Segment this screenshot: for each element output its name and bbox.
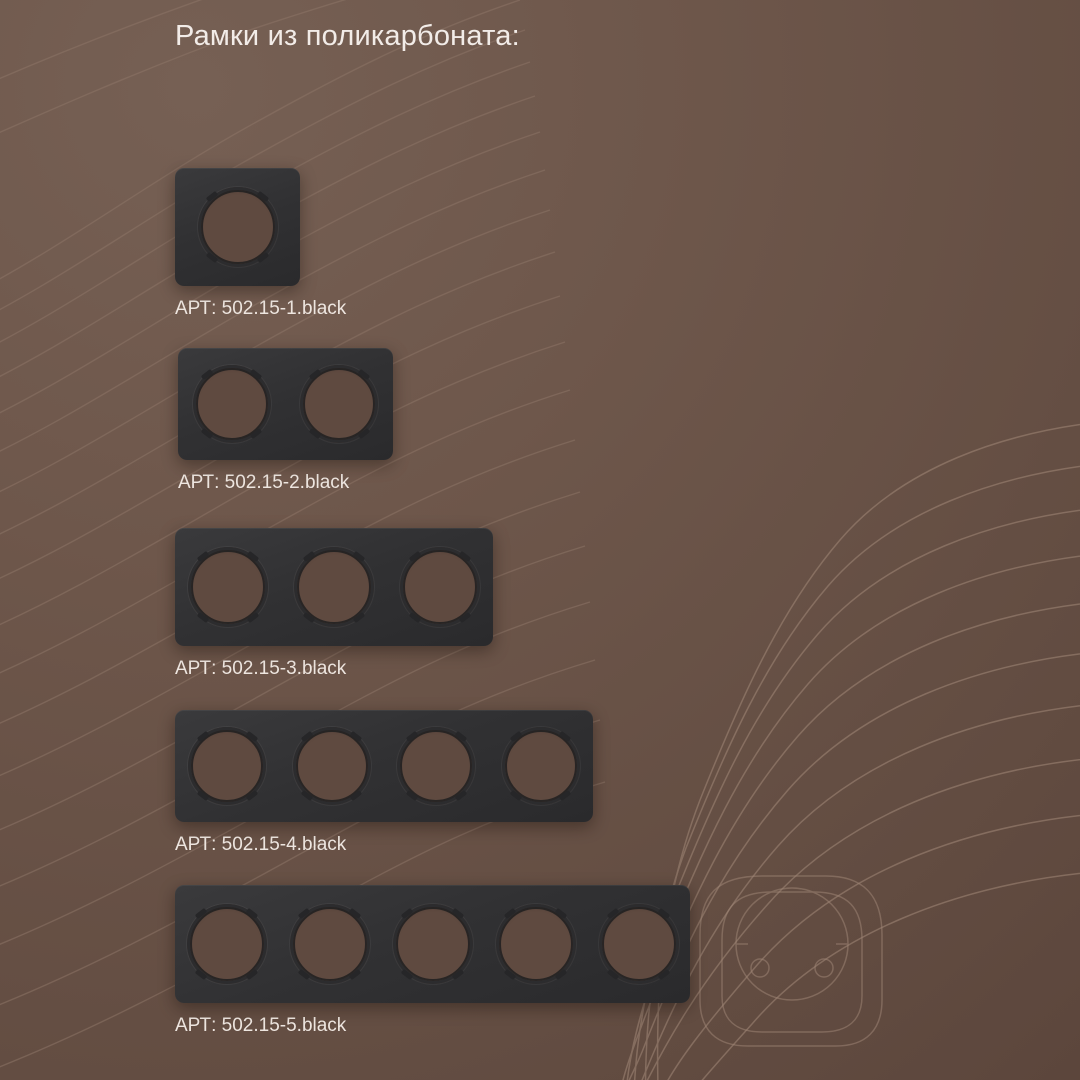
clip-tab-icon xyxy=(201,428,214,439)
frame-4-post[interactable] xyxy=(175,710,593,822)
clip-tab-icon xyxy=(298,969,311,980)
clip-tab-icon xyxy=(357,428,370,439)
clip-tab-icon xyxy=(607,908,620,919)
frame-hole xyxy=(198,187,278,267)
clip-tab-icon xyxy=(256,252,269,263)
clip-tab-icon xyxy=(459,551,472,562)
clip-tab-icon xyxy=(350,731,363,742)
clip-tab-icon xyxy=(195,969,208,980)
product-caption: АРТ: 502.15-3.black xyxy=(175,658,347,679)
frame-hole xyxy=(397,727,475,805)
frame-hole xyxy=(188,727,266,805)
clip-tab-icon xyxy=(451,969,464,980)
clip-tab-icon xyxy=(353,551,366,562)
frame-5-post[interactable] xyxy=(175,885,690,1003)
frame-hole xyxy=(496,904,576,984)
clip-tab-icon xyxy=(454,731,467,742)
clip-tab-icon xyxy=(406,731,419,742)
product-item-5 xyxy=(175,885,690,1037)
frame-3-post[interactable] xyxy=(175,528,493,646)
product-item-1 xyxy=(175,168,346,320)
clip-tab-icon xyxy=(607,969,620,980)
clip-tab-icon xyxy=(309,369,322,380)
clip-tab-icon xyxy=(309,428,322,439)
clip-tab-icon xyxy=(350,790,363,801)
clip-tab-icon xyxy=(454,790,467,801)
clip-tab-icon xyxy=(657,908,670,919)
clip-tab-icon xyxy=(247,551,260,562)
clip-tab-icon xyxy=(657,969,670,980)
frame-hole xyxy=(187,904,267,984)
clip-tab-icon xyxy=(301,731,314,742)
clip-tab-icon xyxy=(197,551,210,562)
clip-tab-icon xyxy=(195,908,208,919)
clip-tab-icon xyxy=(406,790,419,801)
frame-hole xyxy=(290,904,370,984)
clip-tab-icon xyxy=(554,969,567,980)
clip-tab-icon xyxy=(401,969,414,980)
clip-tab-icon xyxy=(401,908,414,919)
frame-hole xyxy=(293,727,371,805)
clip-tab-icon xyxy=(245,908,258,919)
clip-tab-icon xyxy=(357,369,370,380)
frame-hole xyxy=(294,547,374,627)
clip-tab-icon xyxy=(298,908,311,919)
frame-1-post[interactable] xyxy=(175,168,300,286)
clip-tab-icon xyxy=(206,191,219,202)
clip-tab-icon xyxy=(197,612,210,623)
clip-tab-icon xyxy=(510,731,523,742)
product-caption: АРТ: 502.15-1.black xyxy=(175,298,347,319)
clip-tab-icon xyxy=(245,969,258,980)
frame-hole xyxy=(188,547,268,627)
clip-tab-icon xyxy=(197,731,210,742)
clip-tab-icon xyxy=(459,612,472,623)
product-item-4 xyxy=(175,710,593,856)
product-item-3 xyxy=(175,528,493,680)
clip-tab-icon xyxy=(256,191,269,202)
clip-tab-icon xyxy=(197,790,210,801)
clip-tab-icon xyxy=(554,908,567,919)
clip-tab-icon xyxy=(245,731,258,742)
clip-tab-icon xyxy=(559,731,572,742)
product-item-2 xyxy=(178,348,393,494)
clip-tab-icon xyxy=(348,969,361,980)
frame-2-post[interactable] xyxy=(178,348,393,460)
clip-tab-icon xyxy=(250,369,263,380)
clip-tab-icon xyxy=(409,551,422,562)
clip-tab-icon xyxy=(245,790,258,801)
clip-tab-icon xyxy=(504,908,517,919)
product-caption: АРТ: 502.15-5.black xyxy=(175,1015,347,1036)
clip-tab-icon xyxy=(409,612,422,623)
frame-hole xyxy=(393,904,473,984)
clip-tab-icon xyxy=(451,908,464,919)
clip-tab-icon xyxy=(348,908,361,919)
clip-tab-icon xyxy=(250,428,263,439)
frame-hole xyxy=(599,904,679,984)
clip-tab-icon xyxy=(353,612,366,623)
clip-tab-icon xyxy=(559,790,572,801)
product-caption: АРТ: 502.15-2.black xyxy=(178,472,350,493)
clip-tab-icon xyxy=(510,790,523,801)
clip-tab-icon xyxy=(201,369,214,380)
clip-tab-icon xyxy=(206,252,219,263)
frame-hole xyxy=(193,365,271,443)
clip-tab-icon xyxy=(303,551,316,562)
page-title: Рамки из поликарбоната: xyxy=(175,20,520,52)
clip-tab-icon xyxy=(301,790,314,801)
frame-hole xyxy=(300,365,378,443)
clip-tab-icon xyxy=(504,969,517,980)
clip-tab-icon xyxy=(303,612,316,623)
frame-hole xyxy=(502,727,580,805)
clip-tab-icon xyxy=(247,612,260,623)
frame-hole xyxy=(400,547,480,627)
product-caption: АРТ: 502.15-4.black xyxy=(175,834,347,855)
